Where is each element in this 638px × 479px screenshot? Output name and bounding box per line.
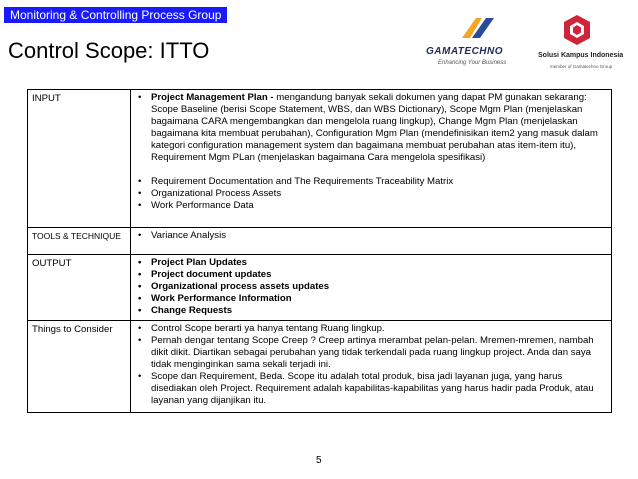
ski-hexagon-icon bbox=[562, 14, 592, 46]
output-label: OUTPUT bbox=[28, 255, 131, 321]
things-label: Things to Consider bbox=[28, 321, 131, 413]
things-row bbox=[28, 321, 612, 413]
input-content bbox=[131, 90, 612, 228]
tools-item-variance: • Variance Analysis bbox=[137, 230, 605, 242]
input-label: INPUT bbox=[28, 90, 131, 228]
gamatechno-name: GAMATECHNO bbox=[426, 46, 504, 57]
logo-area bbox=[424, 12, 624, 74]
gamatechno-tagline: Enhancing Your Business bbox=[438, 60, 507, 66]
input-item-requirements: • Requirement Documentation and The Requirements Traceability Matrix bbox=[137, 176, 605, 188]
output-item-wpi: • Work Performance Information bbox=[137, 293, 605, 305]
page-title: Control Scope: ITTO bbox=[8, 38, 210, 63]
output-content bbox=[131, 255, 612, 321]
output-item-change-requests: • Change Requests bbox=[137, 305, 605, 317]
gamatechno-logo bbox=[424, 12, 534, 74]
ski-name: Solusi Kampus Indonesia bbox=[538, 52, 624, 59]
process-group-tag: Monitoring & Controlling Process Group bbox=[4, 7, 227, 23]
output-item-doc-updates: • Project document updates bbox=[137, 269, 605, 281]
ski-subtitle: member of Gamatechno Group bbox=[550, 64, 613, 69]
input-item-opa: • Organizational Process Assets bbox=[137, 188, 605, 200]
input-row bbox=[28, 90, 612, 228]
output-row bbox=[28, 255, 612, 321]
tools-label: TOOLS & TECHNIQUE bbox=[28, 228, 131, 255]
things-item-3: • Scope dan Requirement, Beda. Scope itu adalah total produk, bisa jadi layanan juga, yang harus disediakan oleh Project. Requirement adalah kapabilitas-kapabilitas yang harus hadir pada Produk, atau layanan yang dijanjikan itu. bbox=[137, 371, 605, 407]
input-item-pmp-desc: mengandung banyak sekali dokumen yang dapat PM gunakan sekarang: Scope Baseline (berisi Scope Statement, WBS, dan WBS Dictionary), Scope Mgm Plan (menjelaskan bagaimana CARA mengembangkan dan mengelola ruang lingkup), Change Mgm Plan (menjelaskan bagaimana kita membuat perubahan), Configuration Mgm Plan (mendefinisikan item2 yang masuk dalam kategori configuration management system dan bagaimana membuat perubahan atas item-item itu), Requirement Mgm PLan (menjelaskan bagaimana Cara mengelola spesifikasi) bbox=[151, 92, 598, 163]
ski-logo bbox=[538, 12, 624, 74]
tools-row bbox=[28, 228, 612, 255]
output-item-opa-updates: • Organizational process assets updates bbox=[137, 281, 605, 293]
things-item-1: • Control Scope berarti ya hanya tentang Ruang lingkup. bbox=[137, 323, 605, 335]
things-item-2: • Pernah dengar tentang Scope Creep ? Creep artinya merambat pelan-pelan. Mremen-mremen, nambah dikit dikit. Diartikan sebagai perubahan yang tidak terkendali pada ruang lingkup project. Anda dan saya tidak menginginkan sama sekali terjadi ini. bbox=[137, 335, 605, 371]
input-item-pmp-title: Project Management Plan - bbox=[151, 92, 277, 103]
things-content bbox=[131, 321, 612, 413]
itto-table bbox=[27, 89, 612, 413]
page-number: 5 bbox=[316, 455, 322, 466]
tools-content bbox=[131, 228, 612, 255]
output-item-plan-updates: • Project Plan Updates bbox=[137, 257, 605, 269]
input-item-pmp bbox=[137, 92, 605, 164]
input-item-wpd: • Work Performance Data bbox=[137, 200, 605, 212]
gamatechno-mark-icon bbox=[456, 14, 496, 40]
